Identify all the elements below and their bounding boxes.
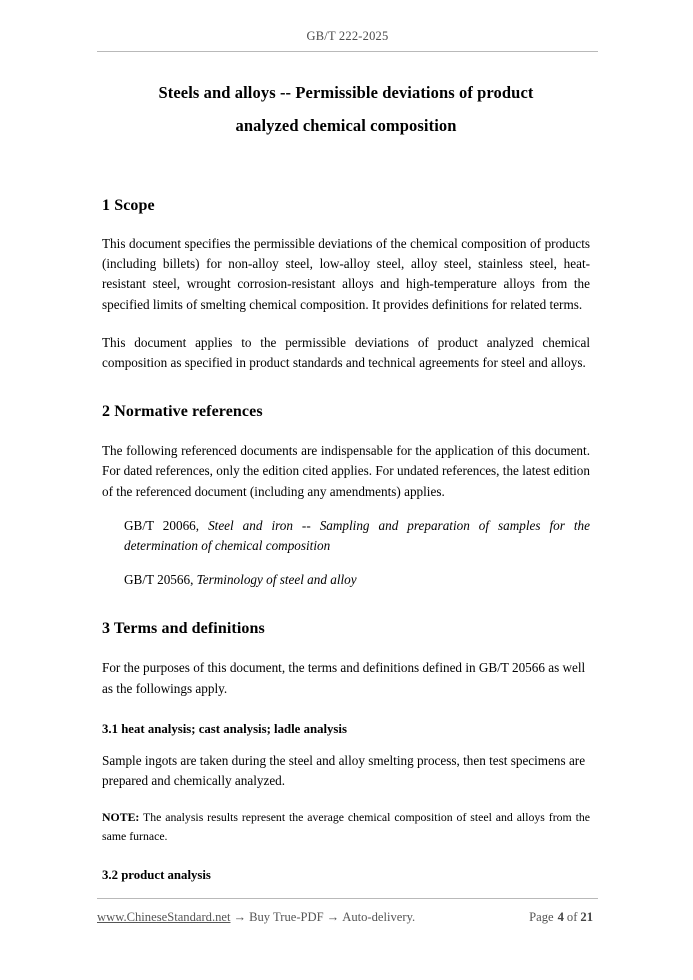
current-page-number: 4	[557, 910, 564, 924]
document-title	[102, 76, 590, 142]
standard-number: GB/T 222-2025	[306, 29, 389, 43]
spacer	[102, 315, 590, 333]
of-label: of	[566, 910, 578, 924]
arrow-right-icon: →	[326, 910, 340, 924]
heading-term-3-1: 3.1 heat analysis; cast analysis; ladle analysis	[102, 721, 347, 736]
spacer	[102, 216, 590, 234]
spacer	[102, 556, 590, 570]
heading-terms-and-definitions: 3 Terms and definitions	[102, 620, 265, 638]
footer-row	[97, 909, 598, 925]
buy-text: Buy True-PDF	[249, 910, 324, 924]
delivery-text: Auto-delivery.	[342, 910, 416, 924]
page-header	[97, 28, 598, 52]
reference-designation: GB/T 20066,	[124, 517, 200, 533]
spacer	[102, 422, 590, 441]
spacer	[102, 791, 590, 808]
spacer	[102, 590, 590, 619]
page-indicator	[529, 909, 598, 925]
spacer	[102, 738, 590, 751]
scope-paragraph-2: This document applies to the permissible deviations of product analyzed chemical composition as specified in product standards and technical agreements for steel and alloys.	[102, 334, 590, 371]
terms-paragraph-1: For the purposes of this document, the terms and definitions defined in GB/T 20566 as well as the followings apply.	[102, 660, 586, 696]
page-label: Page	[529, 910, 554, 924]
footer-promo	[97, 909, 415, 925]
reference-title: Terminology of steel and alloy	[196, 572, 357, 588]
spacer	[102, 373, 590, 402]
spacer	[102, 639, 590, 658]
note-label: NOTE:	[102, 810, 140, 825]
reference-title: Steel and iron -- Sampling and preparation of samples for the determination of chemical composition	[124, 517, 591, 554]
note-body: The analysis results represent the average chemical composition of steel and alloys from the same furnace.	[102, 810, 590, 844]
document-title-line-2: analyzed chemical composition	[235, 116, 457, 135]
spacer	[102, 142, 590, 196]
heading-term-3-2: 3.2 product analysis	[102, 868, 211, 883]
spacer	[102, 699, 590, 720]
document-content	[102, 76, 590, 884]
document-title-line-1: Steels and alloys -- Permissible deviations of product	[158, 83, 534, 102]
reference-designation: GB/T 20566,	[124, 572, 194, 588]
term-3-1-definition: Sample ingots are taken during the steel and alloy smelting process, then test specimens are prepared and chemically analyzed.	[102, 752, 586, 789]
total-page-count: 21	[580, 910, 593, 924]
heading-scope: 1 Scope	[102, 197, 155, 214]
reference-entry	[124, 570, 590, 590]
footer-divider	[97, 898, 598, 899]
spacer	[102, 846, 590, 866]
arrow-right-icon: →	[233, 910, 247, 924]
header-divider	[97, 51, 598, 52]
page-footer	[97, 898, 598, 925]
scope-paragraph-1: This document specifies the permissible deviations of the chemical composition of products (including billets) for non-alloy steel, low-alloy steel, alloy steel, stainless steel, heat-resistant steel, wrought corrosion-resistant alloys and high-temperature alloys from the specified limits of smelting chemical composition. It provides definitions for related terms.	[102, 236, 590, 312]
normative-references-paragraph-1: The following referenced documents are indispensable for the application of this document. For dated references, only the edition cited applies. For undated references, the latest edition of the referenced document (including any amendments) applies.	[102, 443, 590, 499]
website-link[interactable]: www.ChineseStandard.net	[97, 910, 231, 924]
term-3-1-note	[102, 808, 590, 846]
heading-normative-references: 2 Normative references	[102, 403, 263, 421]
spacer	[102, 502, 590, 516]
reference-entry	[124, 516, 590, 556]
